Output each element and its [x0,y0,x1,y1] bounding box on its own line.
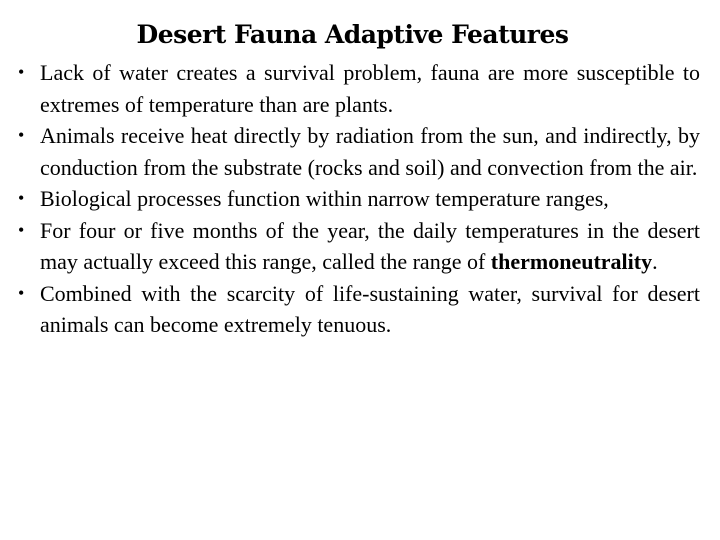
bullet-text: Lack of water creates a survival problem, fauna are more susceptible to extremes of temperature than are plants. [40,60,700,117]
bullet-dot-icon: • [18,125,25,145]
bullet-dot-icon: • [18,188,25,208]
bullet-item [18,120,700,183]
bullet-text: Combined with the scarcity of life-sustaining water, survival for desert animals can become extremely tenuous. [40,280,700,337]
bullet-list [18,57,700,341]
bullet-dot-icon: • [18,282,25,303]
slide-title: Desert Fauna Adaptive Features [136,20,569,49]
bullet-text: Biological processes function within narrow temperature ranges, [40,186,609,211]
bullet-text-after: . [652,249,658,274]
bullet-item [18,183,700,215]
bold-term: thermoneutrality [490,249,653,274]
bullet-item [18,215,700,278]
bullet-text: Animals receive heat directly by radiation from the sun, and indirectly, by conduction from the substrate (rocks and soil) and convection from the air. [40,123,700,180]
bullet-dot-icon: • [18,219,25,240]
bullet-item [18,57,700,120]
bullet-dot-icon: • [18,62,25,82]
bullet-text-before: For four or five months of the year, the daily temperatures in the desert may actually exceed this range, called the range of [40,217,700,274]
bullet-item [18,278,700,341]
